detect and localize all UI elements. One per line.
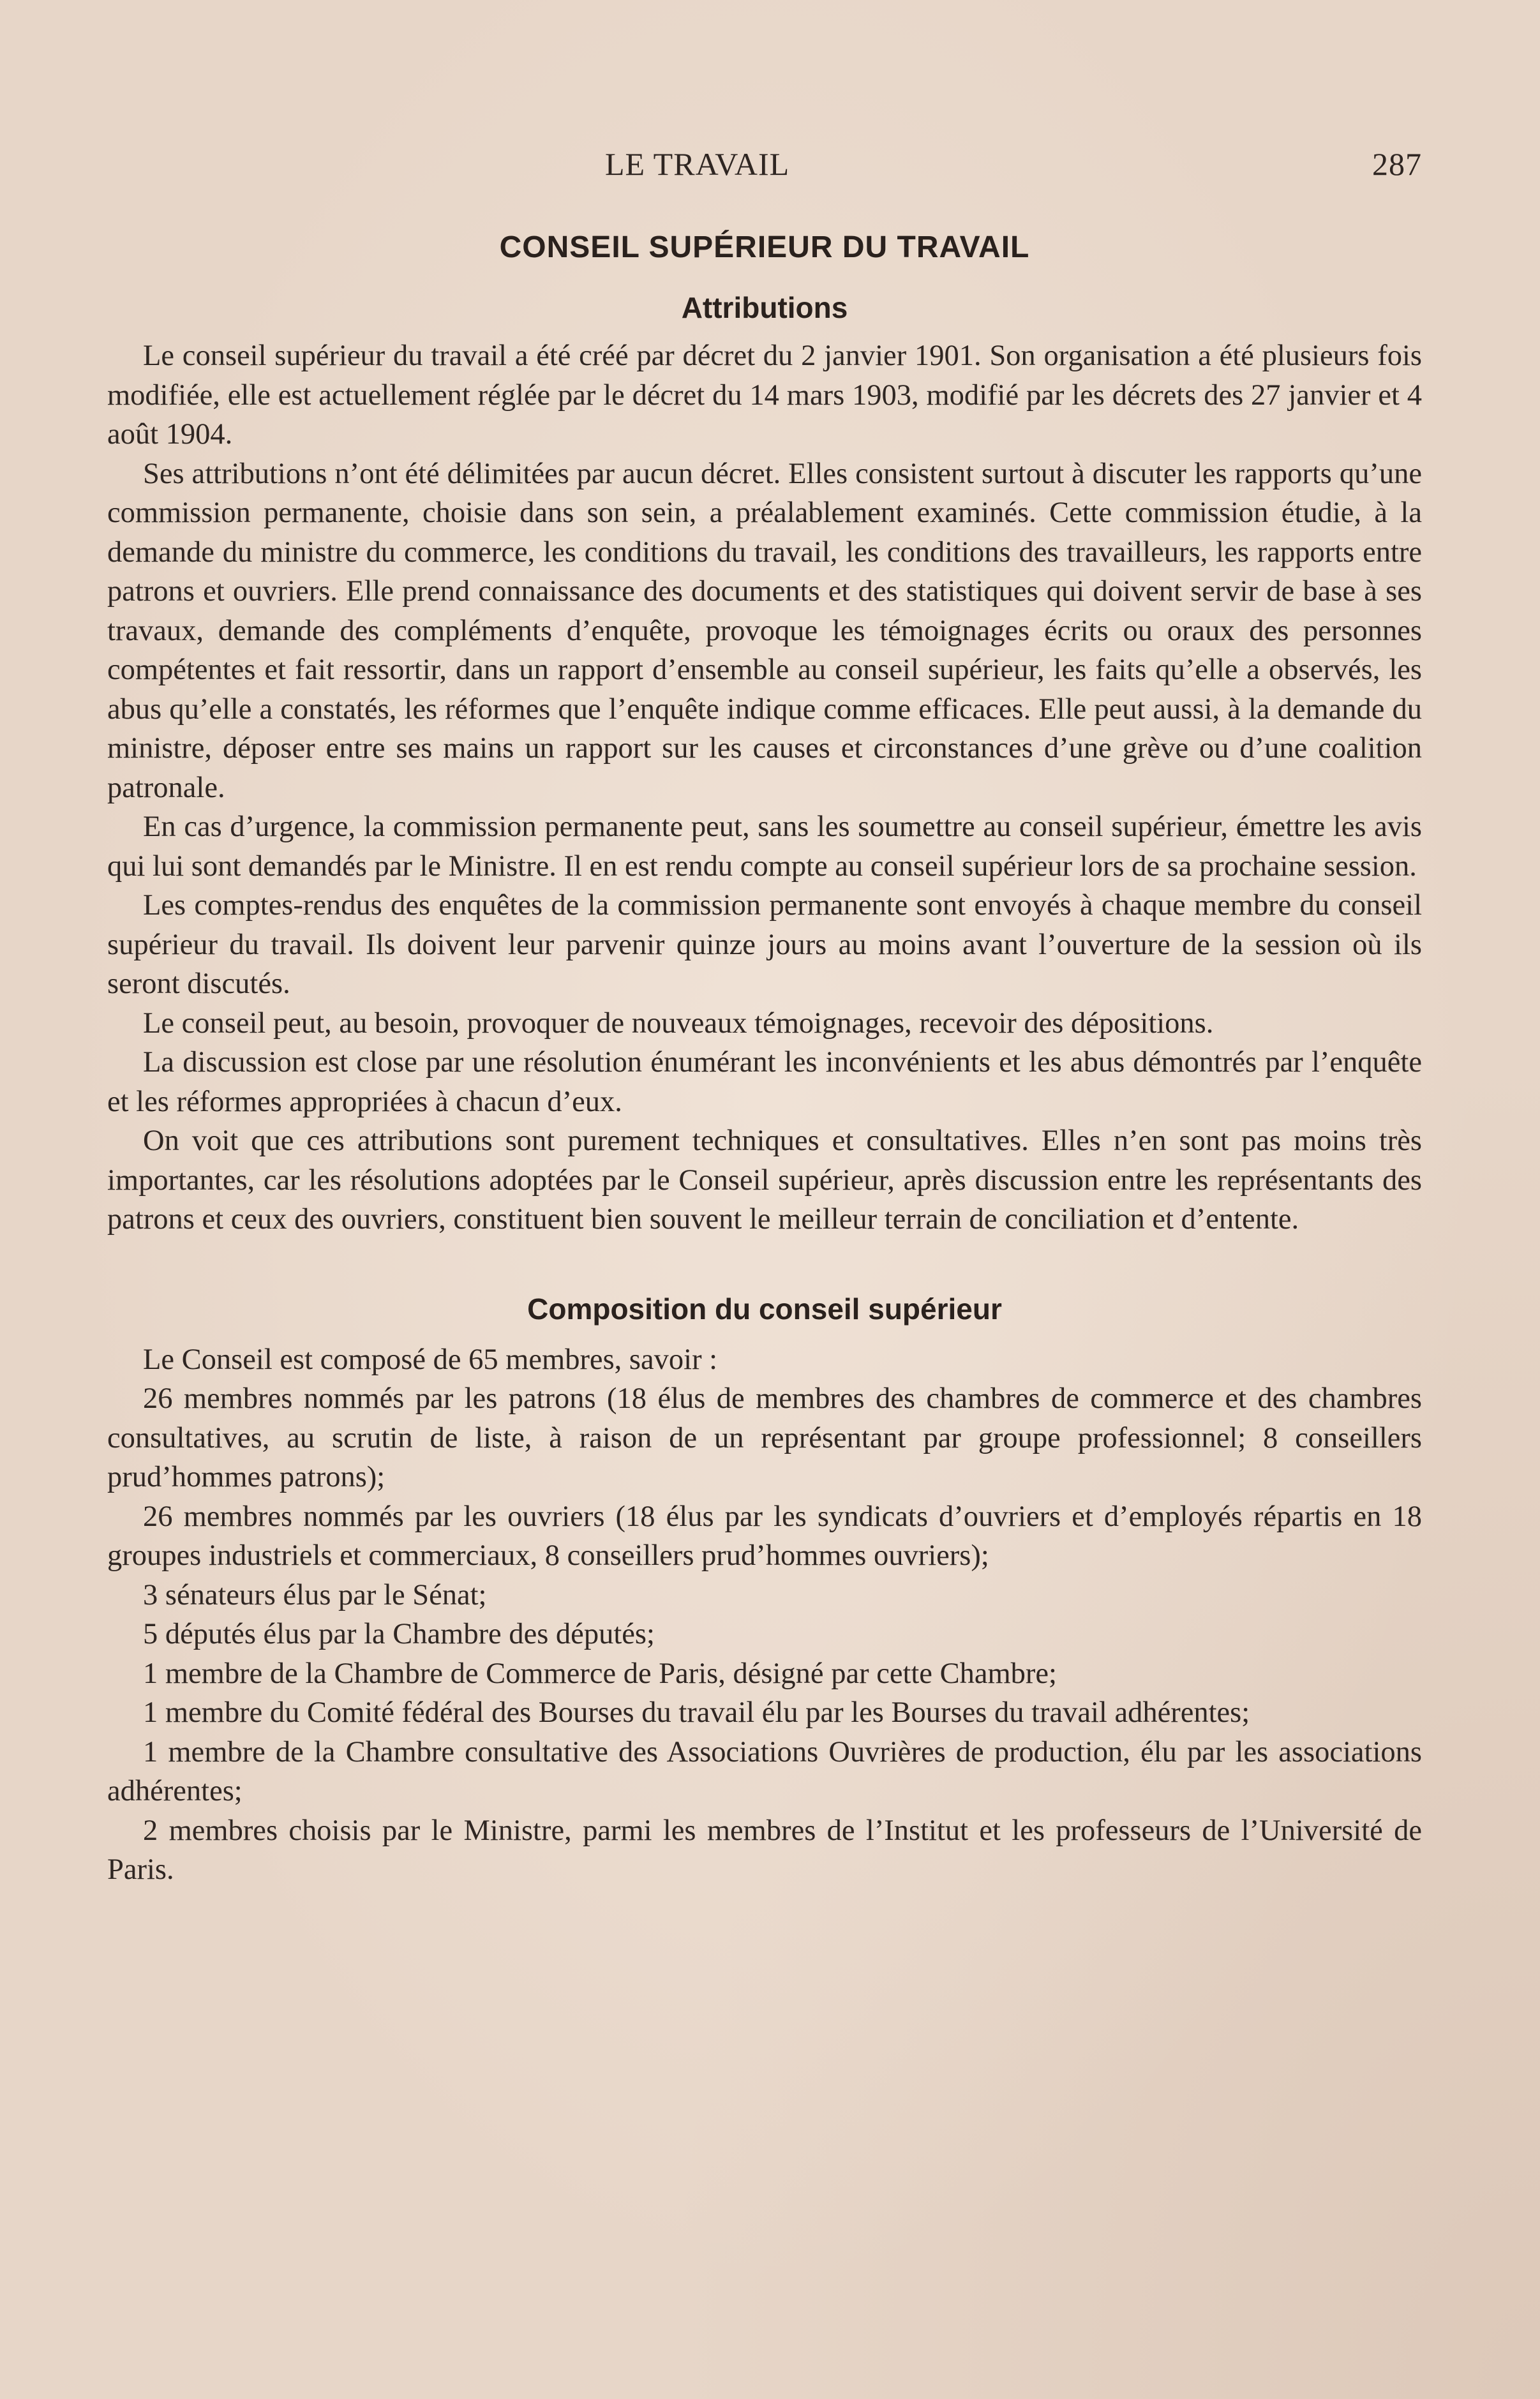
list-item: 26 membres nommés par les ouvriers (18 élus par les syndicats d’ouvriers et d’employés répartis en 18 groupes industriels et commerciaux, 8 conseillers prud’hommes ouvriers); <box>107 1500 1422 1572</box>
composition-body <box>107 1340 1422 1890</box>
paragraph: La discussion est close par une résolution énumérant les inconvénients et les abus démontrés par l’enquête et les réformes appropriées à chacun d’eux. <box>107 1046 1422 1118</box>
list-item: 2 membres choisis par le Ministre, parmi les membres de l’Institut et les professeurs de l’Université de Paris. <box>107 1814 1422 1886</box>
paragraph: On voit que ces attributions sont purement techniques et consultatives. Elles n’en sont pas moins très importantes, car les résolutions adoptées par le Conseil supérieur, après discussion entre les représentants des patrons et ceux des ouvriers, constituent bien souvent le meilleur terrain de conciliation et d’entente. <box>107 1125 1422 1236</box>
page-number: 287 <box>1372 146 1422 182</box>
attributions-heading: Attributions <box>681 291 848 324</box>
attributions-body <box>107 336 1422 1239</box>
composition-intro: Le Conseil est composé de 65 membres, savoir : <box>143 1343 718 1376</box>
paragraph: Le conseil supérieur du travail a été créé par décret du 2 janvier 1901. Son organisation a été plusieurs fois modifiée, elle est actuellement réglée par le décret du 14 mars 1903, modifié par les décrets des 27 janvier et 4 août 1904. <box>107 340 1422 451</box>
composition-heading: Composition du conseil supérieur <box>527 1292 1002 1326</box>
list-item: 3 sénateurs élus par le Sénat; <box>143 1578 487 1611</box>
running-title: LE TRAVAIL <box>605 146 790 182</box>
paragraph: En cas d’urgence, la commission permanente peut, sans les soumettre au conseil supérieur, émettre les avis qui lui sont demandés par le Ministre. Il en est rendu compte au conseil supérieur lors de sa prochaine session. <box>107 811 1422 883</box>
paragraph: Les comptes-rendus des enquêtes de la commission permanente sont envoyés à chaque membre du conseil supérieur du travail. Ils doivent leur parvenir quinze jours au moins avant l’ouverture de la session où ils seront discutés. <box>107 889 1422 1000</box>
list-item: 26 membres nommés par les patrons (18 élus de membres des chambres de commerce et des chambres consultatives, au scrutin de liste, à raison de un représentant par groupe professionnel; 8 conseillers prud’hommes patrons); <box>107 1382 1422 1493</box>
section-title: CONSEIL SUPÉRIEUR DU TRAVAIL <box>499 230 1030 264</box>
list-item: 1 membre de la Chambre consultative des Associations Ouvrières de production, élu par les associations adhérentes; <box>107 1735 1422 1807</box>
list-item: 5 députés élus par la Chambre des députés; <box>143 1618 655 1650</box>
book-page <box>107 146 1422 1890</box>
paragraph: Le conseil peut, au besoin, provoquer de nouveaux témoignages, recevoir des dépositions. <box>143 1006 1214 1040</box>
running-header <box>107 146 1422 190</box>
list-item: 1 membre du Comité fédéral des Bourses du travail élu par les Bourses du travail adhérentes; <box>143 1696 1250 1729</box>
list-item: 1 membre de la Chambre de Commerce de Paris, désigné par cette Chambre; <box>143 1657 1057 1690</box>
paragraph: Ses attributions n’ont été délimitées par aucun décret. Elles consistent surtout à discuter les rapports qu’une commission permanente, choisie dans son sein, a préalablement examinés. Cette commission étudie, à la demande du ministre du commerce, les conditions du travail, les conditions des travailleurs, les rapports entre patrons et ouvriers. Elle prend connaissance des documents et des statistiques qui doivent servir de base à ses travaux, demande des compléments d’enquête, provoque les témoignages écrits ou oraux des personnes compétentes et fait ressortir, dans un rapport d’ensemble au conseil supérieur, les faits qu’elle a observés, les abus qu’elle a constatés, les réformes que l’enquête indique comme efficaces. Elle peut aussi, à la demande du ministre, déposer entre ses mains un rapport sur les causes et circonstances d’une grève ou d’une coalition patronale. <box>107 457 1422 804</box>
